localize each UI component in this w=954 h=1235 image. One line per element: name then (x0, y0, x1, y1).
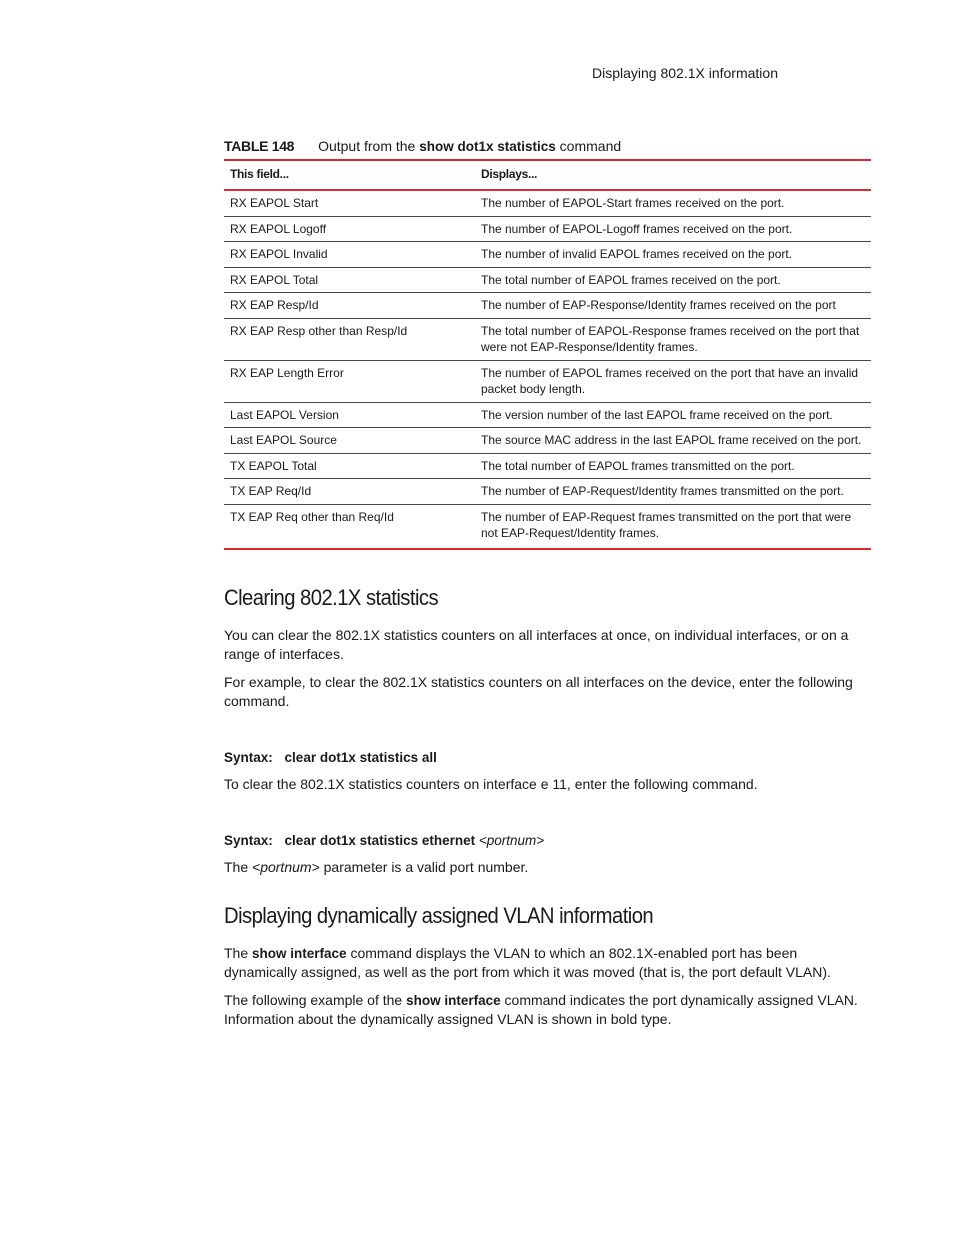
table-row (224, 402, 871, 428)
table-row (224, 428, 871, 454)
description-cell: The version number of the last EAPOL frame received on the port. (475, 402, 871, 428)
table-row (224, 190, 871, 216)
command-span: show interface (252, 946, 347, 961)
section-heading-vlan: Displaying dynamically assigned VLAN information (224, 903, 654, 928)
table-row (224, 479, 871, 505)
paragraph-show-interface-example (224, 991, 872, 1029)
table-row (224, 360, 871, 402)
description-cell: The total number of EAPOL frames transmitted on the port. (475, 453, 871, 479)
table-header-row (224, 160, 871, 190)
section-heading-clearing: Clearing 802.1X statistics (224, 585, 439, 610)
syntax-command: clear dot1x statistics ethernet (284, 833, 476, 848)
field-cell: RX EAPOL Start (224, 190, 475, 216)
description-cell: The number of EAPOL-Start frames received on the port. (475, 190, 871, 216)
table-row (224, 318, 871, 360)
description-cell: The number of EAP-Response/Identity frames received on the port (475, 293, 871, 319)
field-cell: TX EAP Req/Id (224, 479, 475, 505)
description-cell: The number of invalid EAPOL frames received on the port. (475, 242, 871, 268)
table-row (224, 216, 871, 242)
field-cell: TX EAPOL Total (224, 453, 475, 479)
table-row (224, 293, 871, 319)
table-row (224, 453, 871, 479)
description-cell: The source MAC address in the last EAPOL frame received on the port. (475, 428, 871, 454)
text-span: The (224, 859, 249, 875)
table-caption (224, 138, 621, 154)
table-row (224, 242, 871, 268)
text-span: parameter is a valid port number. (323, 859, 529, 875)
table-row (224, 267, 871, 293)
syntax-label: Syntax: (224, 750, 273, 765)
paragraph-show-interface (224, 944, 872, 982)
paragraph-clear-intro: You can clear the 802.1X statistics counters on all interfaces at once, on individual interfaces, or on a range of interfaces. (224, 627, 849, 662)
paragraph-clear-example: For example, to clear the 802.1X statistics counters on all interfaces on the device, enter the following command. (224, 674, 853, 709)
text-span: The following example of the (224, 992, 403, 1008)
syntax-parameter: <portnum> (478, 833, 545, 848)
field-cell: RX EAP Resp/Id (224, 293, 475, 319)
description-cell: The number of EAP-Request/Identity frames transmitted on the port. (475, 479, 871, 505)
field-cell: Last EAPOL Version (224, 402, 475, 428)
table-number: TABLE 148 (224, 138, 295, 154)
field-cell: RX EAPOL Total (224, 267, 475, 293)
description-cell: The total number of EAPOL-Response frames received on the port that were not EAP-Response/Identity frames. (475, 318, 871, 360)
text-span: command displays the VLAN to which an 802.1X-enabled port has been dynamically assigned, as well as the port from which it was moved (that is, the port default VLAN). (224, 945, 831, 980)
field-cell: RX EAPOL Logoff (224, 216, 475, 242)
command-span: show interface (406, 993, 501, 1008)
table-row (224, 504, 871, 549)
field-cell: RX EAP Resp other than Resp/Id (224, 318, 475, 360)
field-cell: Last EAPOL Source (224, 428, 475, 454)
paragraph-portnum (224, 858, 872, 877)
statistics-table (224, 159, 871, 550)
caption-pre: Output from the (318, 138, 416, 154)
description-cell: The number of EAP-Request frames transmitted on the port that were not EAP-Request/Identity frames. (475, 504, 871, 549)
description-cell: The number of EAPOL frames received on the port that have an invalid packet body length. (475, 360, 871, 402)
column-header-displays: Displays... (475, 160, 871, 190)
syntax-command: clear dot1x statistics all (284, 750, 437, 765)
parameter-span: <portnum> (252, 859, 320, 875)
description-cell: The total number of EAPOL frames received on the port. (475, 267, 871, 293)
field-cell: RX EAP Length Error (224, 360, 475, 402)
caption-command: show dot1x statistics (419, 139, 556, 154)
text-span: The (224, 945, 249, 961)
description-cell: The number of EAPOL-Logoff frames received on the port. (475, 216, 871, 242)
syntax-clear-all (224, 748, 872, 767)
caption-post: command (559, 138, 622, 154)
column-header-field: This field... (224, 160, 475, 190)
paragraph-clear-interface: To clear the 802.1X statistics counters on interface e 11, enter the following command. (224, 776, 758, 792)
text-span: command indicates the port dynamically assigned VLAN. Information about the dynamically assigned VLAN is shown in bold type. (224, 992, 858, 1027)
field-cell: TX EAP Req other than Req/Id (224, 504, 475, 549)
field-cell: RX EAPOL Invalid (224, 242, 475, 268)
syntax-label: Syntax: (224, 833, 273, 848)
running-head: Displaying 802.1X information (592, 65, 778, 81)
syntax-clear-ethernet (224, 831, 872, 850)
